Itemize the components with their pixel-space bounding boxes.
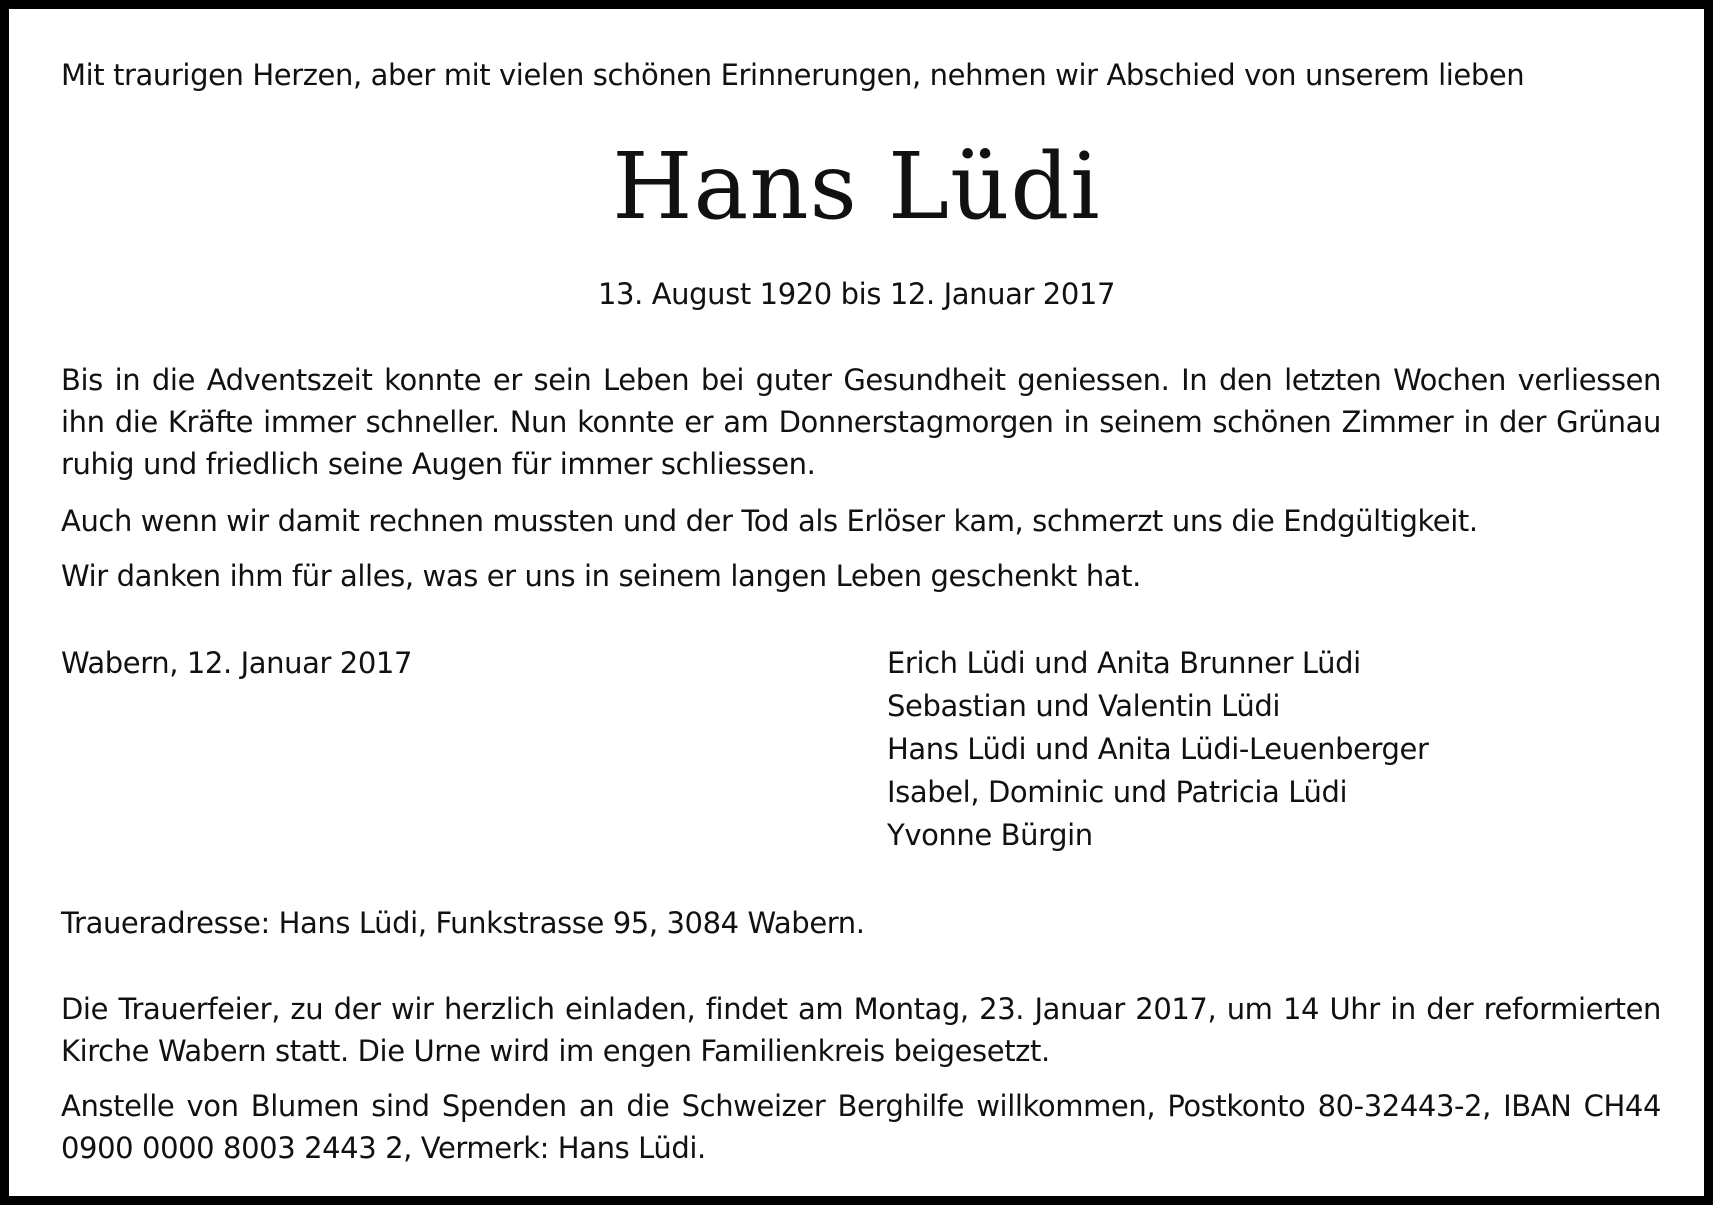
mourner-entry: Isabel, Dominic und Patricia Lüdi xyxy=(887,775,1348,809)
mourner-entry: Erich Lüdi und Anita Brunner Lüdi xyxy=(887,646,1361,680)
mourner-entry: Hans Lüdi und Anita Lüdi-Leuenberger xyxy=(887,732,1429,766)
mourners-list xyxy=(887,642,1429,857)
deceased-name: Hans Lüdi xyxy=(612,133,1101,240)
intro-text: Mit traurigen Herzen, aber mit vielen schönen Erinnerungen, nehmen wir Abschied von unserem lieben xyxy=(61,58,1525,92)
mourning-address: Traueradresse: Hans Lüdi, Funkstrasse 95, 3084 Wabern. xyxy=(61,906,865,940)
paragraph-release: Auch wenn wir damit rechnen mussten und der Tod als Erlöser kam, schmerzt uns die Endgültigkeit. xyxy=(61,504,1478,538)
donation-info: Anstelle von Blumen sind Spenden an die Schweizer Berghilfe willkommen, Postkonto 80-32443-2, IBAN CH44 0900 0000 8003 2443 2, Vermerk: Hans Lüdi. xyxy=(61,1089,1661,1165)
paragraph-health: Bis in die Adventszeit konnte er sein Leben bei guter Gesundheit geniessen. In den letzten Wochen verliessen ihn die Kräfte immer schneller. Nun konnte er am Donnerstagmorgen in seinem schönen Zimmer in der Grünau ruhig und friedlich seine Augen für immer schliessen. xyxy=(61,363,1661,481)
paragraph-thanks: Wir danken ihm für alles, was er uns in seinem langen Leben geschenkt hat. xyxy=(61,559,1141,593)
place-date: Wabern, 12. Januar 2017 xyxy=(61,646,413,680)
mourner-entry: Sebastian und Valentin Lüdi xyxy=(887,689,1281,723)
mourner-entry: Yvonne Bürgin xyxy=(887,818,1093,852)
ceremony-info: Die Trauerfeier, zu der wir herzlich einladen, findet am Montag, 23. Januar 2017, um 14 Uhr in der reformierten Kirche Wabern statt. Die Urne wird im engen Familienkreis beigesetzt. xyxy=(61,992,1661,1068)
life-dates: 13. August 1920 bis 12. Januar 2017 xyxy=(598,277,1115,311)
